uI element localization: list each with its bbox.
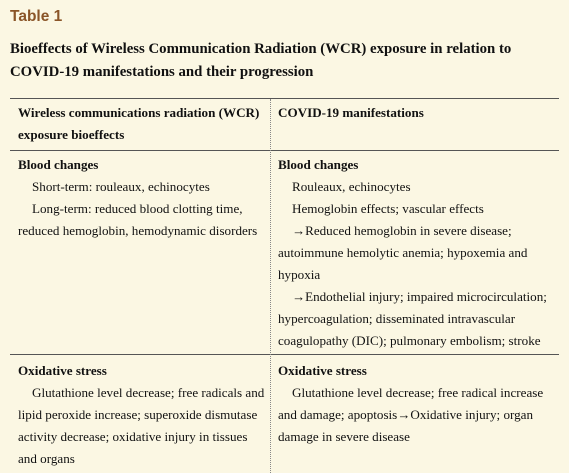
table-top-rule: [10, 98, 559, 99]
row-title: Oxidative stress: [18, 363, 107, 378]
column-header-wcr-text: Wireless communications radiation (WCR) exposure bioeffects: [18, 105, 260, 142]
table-row-rule: [10, 354, 559, 355]
row-title: Blood changes: [18, 157, 99, 172]
row-text: Long-term: reduced blood clotting time, reduced hemoglobin, hemodynamic disorders: [18, 201, 258, 238]
table-column-divider: [270, 99, 271, 473]
row-text: Short-term: rouleaux, echinocytes: [32, 179, 210, 194]
row-blood-changes-covid: [278, 154, 561, 352]
table-header-rule: [10, 150, 559, 151]
row-title: Blood changes: [278, 157, 359, 172]
row-text: Rouleaux, echinocytes: [292, 179, 411, 194]
row-title: Oxidative stress: [278, 363, 367, 378]
column-header-wcr: [18, 102, 268, 146]
row-text: Hemoglobin effects; vascular effects: [292, 201, 484, 216]
column-header-covid-text: COVID-19 manifestations: [278, 105, 424, 120]
row-oxidative-stress-wcr: [18, 360, 268, 470]
table-label: Table 1: [10, 8, 63, 25]
row-text: →Endothelial injury; impaired microcirculation; hypercoagulation; disseminated intravascular coagulopathy (DIC); pulmonary embolism; stroke: [278, 289, 547, 348]
table-caption: Bioeffects of Wireless Communication Radiation (WCR) exposure in relation to COVID-19 manifestations and their progression: [10, 41, 512, 80]
row-text: Glutathione level decrease; free radicals and lipid peroxide increase; superoxide dismutase activity decrease; oxidative injury in tissues and organs: [18, 385, 265, 466]
row-text: Glutathione level decrease; free radical increase and damage; apoptosis→Oxidative injury; organ damage in severe disease: [278, 385, 544, 444]
column-header-covid: [278, 102, 561, 124]
row-blood-changes-wcr: [18, 154, 268, 242]
row-oxidative-stress-covid: [278, 360, 561, 448]
row-text: →Reduced hemoglobin in severe disease; autoimmune hemolytic anemia; hypoxemia and hypoxia: [278, 223, 528, 282]
